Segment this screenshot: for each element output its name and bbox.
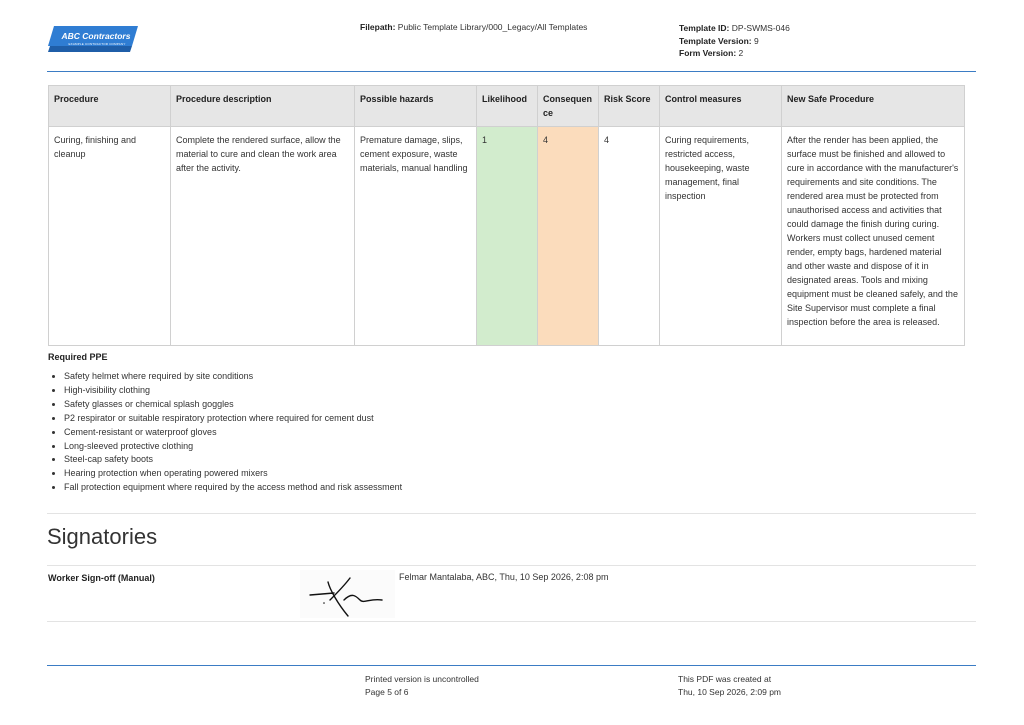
header-likelihood: Likelihood bbox=[477, 86, 538, 127]
header-template-meta bbox=[679, 22, 790, 60]
list-item: • High-visibility clothing bbox=[64, 384, 402, 398]
header-control-measures: Control measures bbox=[660, 86, 782, 127]
form-version-line bbox=[679, 47, 790, 60]
header-risk-score: Risk Score bbox=[599, 86, 660, 127]
list-item: • Hearing protection when operating powered mixers bbox=[64, 467, 402, 481]
pdf-created-value: Thu, 10 Sep 2026, 2:09 pm bbox=[678, 686, 782, 697]
table-row bbox=[49, 127, 965, 346]
header-divider bbox=[47, 71, 976, 72]
logo-subtext: EXAMPLE CONTRACTOR COMPANY bbox=[68, 42, 126, 46]
list-item: • Cement-resistant or waterproof gloves bbox=[64, 426, 402, 440]
page-number: Page 5 of 6 bbox=[365, 686, 409, 697]
cell-risk-score: 4 bbox=[599, 127, 660, 346]
template-version-label: Template Version: bbox=[679, 35, 752, 46]
signatories-divider bbox=[47, 565, 976, 566]
list-item: • Long-sleeved protective clothing bbox=[64, 440, 402, 454]
list-item: • P2 respirator or suitable respiratory protection where required for cement dust bbox=[64, 412, 402, 426]
header-new-safe-procedure: New Safe Procedure bbox=[782, 86, 965, 127]
procedure-table bbox=[48, 85, 965, 346]
cell-control-measures: Curing requirements, restricted access, housekeeping, waste management, final inspection bbox=[660, 127, 782, 346]
ppe-title: Required PPE bbox=[48, 352, 108, 362]
template-id-label: Template ID: bbox=[679, 23, 730, 33]
header-procedure-description: Procedure description bbox=[171, 86, 355, 127]
company-logo bbox=[48, 26, 138, 52]
table-header-row bbox=[49, 86, 965, 127]
section-divider bbox=[47, 513, 976, 514]
signed-by-text: Felmar Mantalaba, ABC, Thu, 10 Sep 2026, 2:08 pm bbox=[399, 572, 609, 582]
cell-new-safe-procedure: After the render has been applied, the surface must be finished and allowed to cure in accordance with the manufacturer's requirements and site conditions. The rendered area must be protected from unauthorised access and activities that could damage the finish during curing. Workers must collect unused cement render, empty bags, hardened material and other waste and dispose of it in designated areas. Tools and mixing equipment must be cleaned safely, and the Site Supervisor must complete a final inspection before the area is released. bbox=[782, 127, 965, 346]
header-procedure: Procedure bbox=[49, 86, 171, 127]
cell-consequence: 4 bbox=[538, 127, 599, 346]
template-id-line bbox=[679, 22, 790, 35]
list-item: • Safety glasses or chemical splash goggles bbox=[64, 398, 402, 412]
template-version-line bbox=[679, 35, 790, 48]
filepath-label: Filepath: bbox=[360, 22, 396, 32]
cell-likelihood: 1 bbox=[477, 127, 538, 346]
logo-text: ABC Contractors bbox=[61, 31, 131, 41]
template-id-value: DP-SWMS-046 bbox=[731, 23, 790, 33]
form-version-value: 2 bbox=[738, 48, 744, 58]
list-item: • Steel-cap safety boots bbox=[64, 453, 402, 467]
footer-right bbox=[678, 673, 781, 698]
list-item: • Safety helmet where required by site conditions bbox=[64, 370, 402, 384]
cell-procedure: Curing, finishing and cleanup bbox=[49, 127, 171, 346]
template-version-value: 9 bbox=[753, 35, 759, 46]
pdf-created-label: This PDF was created at bbox=[678, 674, 772, 684]
signatories-bottom-divider bbox=[47, 621, 976, 622]
signatories-title: Signatories bbox=[47, 524, 158, 549]
form-version-label: Form Version: bbox=[679, 48, 737, 58]
footer-left bbox=[365, 673, 479, 698]
uncontrolled-notice: Printed version is uncontrolled bbox=[365, 674, 479, 684]
cell-procedure-description: Complete the rendered surface, allow the material to cure and clean the work area after the activity. bbox=[171, 127, 355, 346]
cell-possible-hazards: Premature damage, slips, cement exposure, waste materials, manual handling bbox=[355, 127, 477, 346]
footer-divider bbox=[47, 665, 976, 666]
filepath-value: Public Template Library/000_Legacy/All Templates bbox=[397, 22, 588, 32]
header-consequence: Consequen ce bbox=[538, 86, 599, 127]
ppe-list bbox=[48, 370, 402, 495]
header-possible-hazards: Possible hazards bbox=[355, 86, 477, 127]
signature-image bbox=[300, 570, 395, 618]
signature-stroke bbox=[300, 570, 395, 618]
list-item: • Fall protection equipment where required by the access method and risk assessment bbox=[64, 481, 402, 495]
header-filepath bbox=[360, 22, 587, 32]
worker-signoff-label: Worker Sign-off (Manual) bbox=[48, 573, 155, 583]
